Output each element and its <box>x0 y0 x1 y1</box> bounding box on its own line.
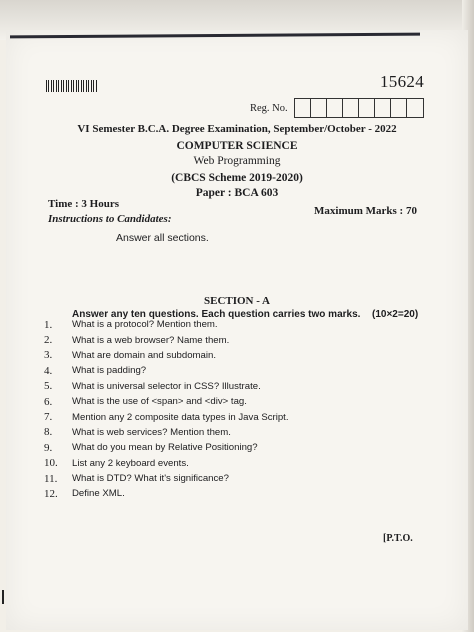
scheme-title: (CBCS Scheme 2019-2020) <box>171 172 303 184</box>
question-text: What is web services? Mention them. <box>72 426 231 438</box>
reg-no-box <box>295 99 311 117</box>
max-marks: Maximum Marks : 70 <box>314 205 417 217</box>
question-number: 5. <box>44 380 53 393</box>
question-number: 10. <box>44 457 58 470</box>
question-number: 1. <box>44 318 53 331</box>
pto-label: [P.T.O. <box>383 533 413 544</box>
reg-no-box <box>327 99 343 117</box>
question-item <box>44 486 404 501</box>
question-item <box>44 394 404 409</box>
course-title: Web Programming <box>193 155 281 167</box>
edge-mark <box>2 590 4 604</box>
question-item <box>44 471 404 486</box>
paper-code: 15624 <box>380 72 424 91</box>
reg-no-box <box>391 99 407 117</box>
question-list <box>44 317 404 502</box>
section-instruction: Answer any ten questions. Each question carries two marks. <box>72 309 361 320</box>
question-item <box>44 332 404 347</box>
question-text: Define XML. <box>72 488 125 500</box>
exam-title: VI Semester B.C.A. Degree Examination, September/October - 2022 <box>77 123 397 135</box>
question-item <box>44 379 404 394</box>
section-title: SECTION - A <box>203 295 271 307</box>
question-item <box>44 456 404 471</box>
question-number: 7. <box>44 411 53 424</box>
question-text: List any 2 keyboard events. <box>72 457 189 469</box>
time-label: Time : 3 Hours <box>48 198 119 210</box>
instructions-text: Answer all sections. <box>116 232 209 244</box>
question-text: What are domain and subdomain. <box>72 349 216 361</box>
question-number: 8. <box>44 426 53 439</box>
question-item <box>44 363 404 378</box>
question-text: What is universal selector in CSS? Illustrate. <box>72 380 261 392</box>
question-number: 3. <box>44 349 53 362</box>
reg-no-box <box>343 99 359 117</box>
question-item <box>44 348 404 363</box>
question-text: What do you mean by Relative Positioning? <box>72 442 258 454</box>
question-text: What is the use of <span> and <div> tag. <box>72 396 247 408</box>
question-number: 6. <box>44 395 53 408</box>
barcode-icon <box>46 80 98 92</box>
section-marks: (10×2=20) <box>372 309 419 320</box>
subject-title: COMPUTER SCIENCE <box>176 140 298 152</box>
question-number: 11. <box>44 472 58 485</box>
instructions-label: Instructions to Candidates: <box>48 213 172 225</box>
reg-no-box <box>407 99 423 117</box>
question-text: What is padding? <box>72 365 147 377</box>
question-number: 2. <box>44 334 53 347</box>
paper-title: Paper : BCA 603 <box>195 187 279 199</box>
reg-no-box <box>311 99 327 117</box>
question-item <box>44 409 404 424</box>
question-item <box>44 440 404 455</box>
question-text: What is a protocol? Mention them. <box>72 319 218 331</box>
question-item <box>44 425 404 440</box>
question-item <box>44 317 404 332</box>
reg-no-field <box>250 98 424 118</box>
question-number: 9. <box>44 441 53 454</box>
question-text: What is DTD? What it's significance? <box>72 473 229 485</box>
question-text: Mention any 2 composite data types in Java Script. <box>72 411 289 423</box>
reg-no-label: Reg. No. <box>250 102 288 114</box>
reg-no-box <box>359 99 375 117</box>
question-text: What is a web browser? Name them. <box>72 334 230 346</box>
reg-no-box <box>375 99 391 117</box>
reg-no-boxes <box>294 98 424 118</box>
question-number: 4. <box>44 364 53 377</box>
question-number: 12. <box>44 487 58 500</box>
